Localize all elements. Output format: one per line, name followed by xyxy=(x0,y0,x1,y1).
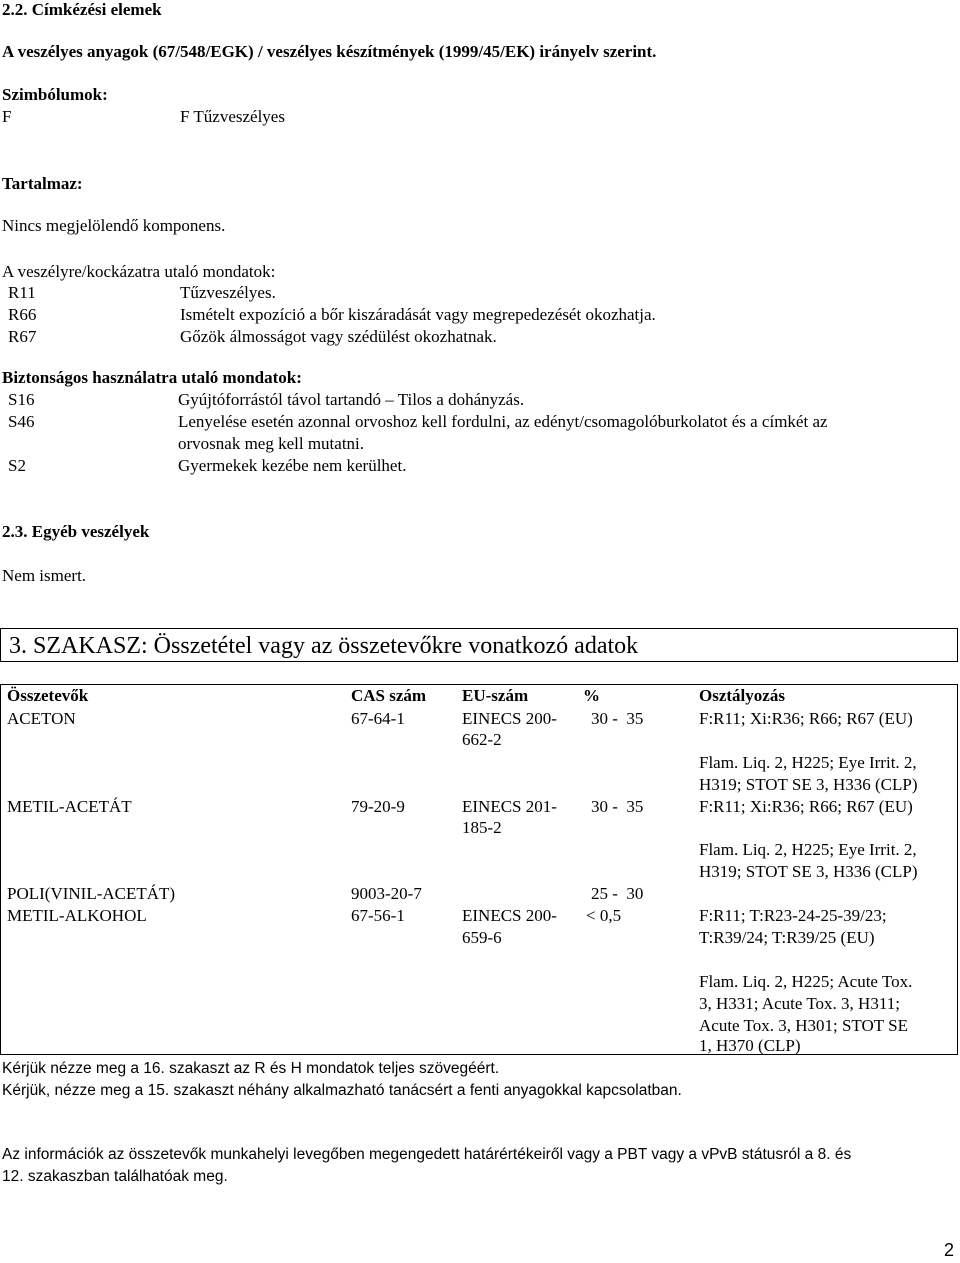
symbol-code: F xyxy=(2,107,12,126)
safety-text: Gyújtóforrástól távol tartandó – Tilos a dohányzás. xyxy=(178,390,525,409)
safety-code: S16 xyxy=(8,390,35,409)
table-row-classification: Flam. Liq. 2, H225; Eye Irrit. 2, xyxy=(699,840,917,859)
directive-text: A veszélyes anyagok (67/548/EGK) / veszélyes készítmények (1999/45/EK) irányelv szerint. xyxy=(2,42,657,61)
section-heading-2-2: 2.2. Címkézési elemek xyxy=(2,0,162,19)
table-row-eu-cont: 659-6 xyxy=(462,928,502,947)
table-row-cas: 67-56-1 xyxy=(351,906,405,925)
section-3-title: 3. SZAKASZ: Összetétel vagy az összetevőkre vonatkozó adatok xyxy=(9,633,639,659)
header-percent: % xyxy=(583,686,600,705)
table-row-classification: 1, H370 (CLP) xyxy=(699,1036,801,1055)
risk-code: R66 xyxy=(8,305,37,324)
table-row-eu: EINECS 200- xyxy=(462,709,557,728)
table-note-16: Kérjük nézze meg a 16. szakaszt az R és H mondatok teljes szövegéért. xyxy=(2,1060,500,1077)
table-row-percent: 30 - 35 xyxy=(591,797,644,816)
table-row-cas: 67-64-1 xyxy=(351,709,405,728)
contains-label: Tartalmaz: xyxy=(2,174,83,193)
other-hazards-text: Nem ismert. xyxy=(2,566,87,585)
table-row-classification: T:R39/24; T:R39/25 (EU) xyxy=(699,928,875,947)
table-row-eu: EINECS 201- xyxy=(462,797,557,816)
table-row-classification: Flam. Liq. 2, H225; Eye Irrit. 2, xyxy=(699,753,917,772)
safety-code: S46 xyxy=(8,412,35,431)
table-row-percent: 25 - 30 xyxy=(591,884,644,903)
safety-text: Gyermekek kezébe nem kerülhet. xyxy=(178,456,407,475)
header-classification: Osztályozás xyxy=(699,686,785,705)
risk-code: R67 xyxy=(8,327,37,346)
table-row-cas: 9003-20-7 xyxy=(351,884,422,903)
table-row-classification: H319; STOT SE 3, H336 (CLP) xyxy=(699,775,918,794)
section-3-banner xyxy=(0,628,958,662)
table-row-component: METIL-ALKOHOL xyxy=(7,906,147,925)
risk-text: Ismételt expozíció a bőr kiszáradását vagy megrepedezését okozhatja. xyxy=(180,305,656,324)
table-row-classification: Flam. Liq. 2, H225; Acute Tox. xyxy=(699,972,913,991)
page-number: 2 xyxy=(943,1240,954,1260)
symbols-label: Szimbólumok: xyxy=(2,85,108,104)
table-row-component: ACETON xyxy=(7,709,76,728)
composition-table xyxy=(0,684,958,1055)
safety-phrases-title: Biztonságos használatra utaló mondatok: xyxy=(2,368,302,387)
table-row-classification: H319; STOT SE 3, H336 (CLP) xyxy=(699,862,918,881)
safety-code: S2 xyxy=(8,456,26,475)
table-row-classification: F:R11; Xi:R36; R66; R67 (EU) xyxy=(699,709,913,728)
table-row-eu-cont: 662-2 xyxy=(462,730,502,749)
table-row-eu: EINECS 200- xyxy=(462,906,557,925)
table-row-component: POLI(VINIL-ACETÁT) xyxy=(7,884,176,903)
risk-phrases-title: A veszélyre/kockázatra utaló mondatok: xyxy=(2,262,276,281)
risk-text: Tűzveszélyes. xyxy=(180,283,276,302)
table-row-eu-cont: 185-2 xyxy=(462,818,502,837)
exposure-info-line: 12. szakaszban találhatóak meg. xyxy=(2,1168,228,1185)
risk-text: Gőzök álmosságot vagy szédülést okozhatnak. xyxy=(180,327,497,346)
header-cas: CAS szám xyxy=(351,686,427,705)
section-heading-2-3: 2.3. Egyéb veszélyek xyxy=(2,522,150,541)
table-row-component: METIL-ACETÁT xyxy=(7,797,132,816)
table-row-classification: Acute Tox. 3, H301; STOT SE xyxy=(699,1016,908,1035)
table-row-classification: 3, H331; Acute Tox. 3, H311; xyxy=(699,994,900,1013)
table-row-cas: 79-20-9 xyxy=(351,797,405,816)
table-row-percent: < 0,5 xyxy=(586,906,622,925)
table-row-classification: F:R11; Xi:R36; R66; R67 (EU) xyxy=(699,797,913,816)
table-row-percent: 30 - 35 xyxy=(591,709,644,728)
exposure-info-line: Az információk az összetevők munkahelyi levegőben megengedett határértékeiről vagy a PBT vagy a vPvB státusról a 8. és xyxy=(2,1146,852,1163)
header-component: Összetevők xyxy=(7,686,89,705)
table-note-15: Kérjük, nézze meg a 15. szakaszt néhány alkalmazható tanácsért a fenti anyagokkal kapcsolatban. xyxy=(2,1082,682,1099)
safety-text-continued: orvosnak meg kell mutatni. xyxy=(178,434,365,453)
safety-text: Lenyelése esetén azonnal orvoshoz kell fordulni, az edényt/csomagolóburkolatot és a címkét az xyxy=(178,412,828,431)
contains-value: Nincs megjelölendő komponens. xyxy=(2,216,226,235)
table-row-classification: F:R11; T:R23-24-25-39/23; xyxy=(699,906,887,925)
risk-code: R11 xyxy=(8,283,36,302)
symbol-text: F Tűzveszélyes xyxy=(180,107,285,126)
header-eu: EU-szám xyxy=(462,686,529,705)
